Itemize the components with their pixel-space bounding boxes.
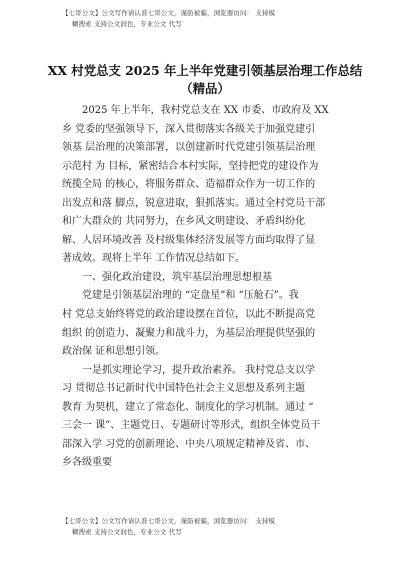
body-line: 示范村 为 目标，紧密结合本村实际，坚持把党的建设作为 — [62, 160, 319, 172]
body-line: 著成效。现将上半年 工作情况总结如下。 — [62, 253, 246, 265]
footer-banner — [62, 516, 362, 538]
footer-banner-line-2: 糊搜索 支持公文润色，专业公文 代写 — [72, 528, 182, 536]
header-banner — [62, 8, 362, 30]
body-line: 村 党总支始终将党的政治建设摆在首位，以此不断提高党 — [62, 309, 316, 321]
body-line: 三会一 课”、主题党日、专题研讨等形式，组织全体党员干 — [62, 420, 321, 432]
body-line: 组织 的创造力、凝聚力和战斗力，为基层治理提供坚强的 — [62, 327, 316, 339]
header-banner-line-1: 【七哥公文】公文写作请认准七哥公文，谨防被骗，浏览器访问： 支持模 — [62, 9, 276, 17]
body-line: 政治保 证和思想引领。 — [62, 346, 166, 358]
header-banner-line-2: 糊搜索 支持公文润色，专业公文 代写 — [72, 20, 182, 28]
body-line: 2025 年上半年，我村党总支在 XX 市委、市政府及 XX — [82, 105, 329, 116]
body-line: 党建是引领基层治理的 “定盘星”和 “压舱石”。我 — [82, 290, 299, 302]
body-line: 习 贯彻总书记新时代中国特色社会主义思想及系列主题 — [62, 383, 306, 395]
document-title-line-2: （精品） — [180, 81, 230, 96]
section-heading: 一、强化政治建设，筑牢基层治理思想根基 — [82, 271, 272, 283]
body-line: 教育 为契机，建立了常态化、制度化的学习机制。通过 “ — [62, 401, 314, 413]
body-line: 乡 党委的坚强领导下，深入贯彻落实各级关于加强党建引 — [62, 123, 316, 135]
body-line: 部深入学 习党的创新理论、中央八项规定精神及省、市、 — [62, 438, 316, 450]
body-line: 领基 层治理的决策部署，以创建新时代党建引领基层治理 — [62, 142, 316, 154]
document-body — [62, 102, 352, 473]
body-line: 乡各级重要 — [62, 457, 112, 469]
document-title-line-1: XX 村党总支 2025 年上半年党建引领基层治理工作总结 — [47, 63, 363, 78]
body-line: 一是抓实理论学习，提升政治素养。 我村党总支以学 — [82, 364, 316, 376]
footer-banner-line-1: 【七哥公文】公文写作请认准七哥公文，谨防被骗，浏览器访问： 支持模 — [62, 517, 276, 525]
body-line: 解、人居环境改善 及村级集体经济发展等方面均取得了显 — [62, 234, 316, 246]
body-line: 统揽全局 的核心，将服务群众、造福群众作为一切工作的 — [62, 179, 316, 191]
document-title — [40, 62, 370, 98]
body-line: 出发点和落 脚点，锐意进取，狠抓落实。通过全村党员干部 — [62, 197, 326, 209]
body-line: 和广大群众的 共同努力，在乡风文明建设、矛盾纠纷化 — [62, 216, 306, 228]
